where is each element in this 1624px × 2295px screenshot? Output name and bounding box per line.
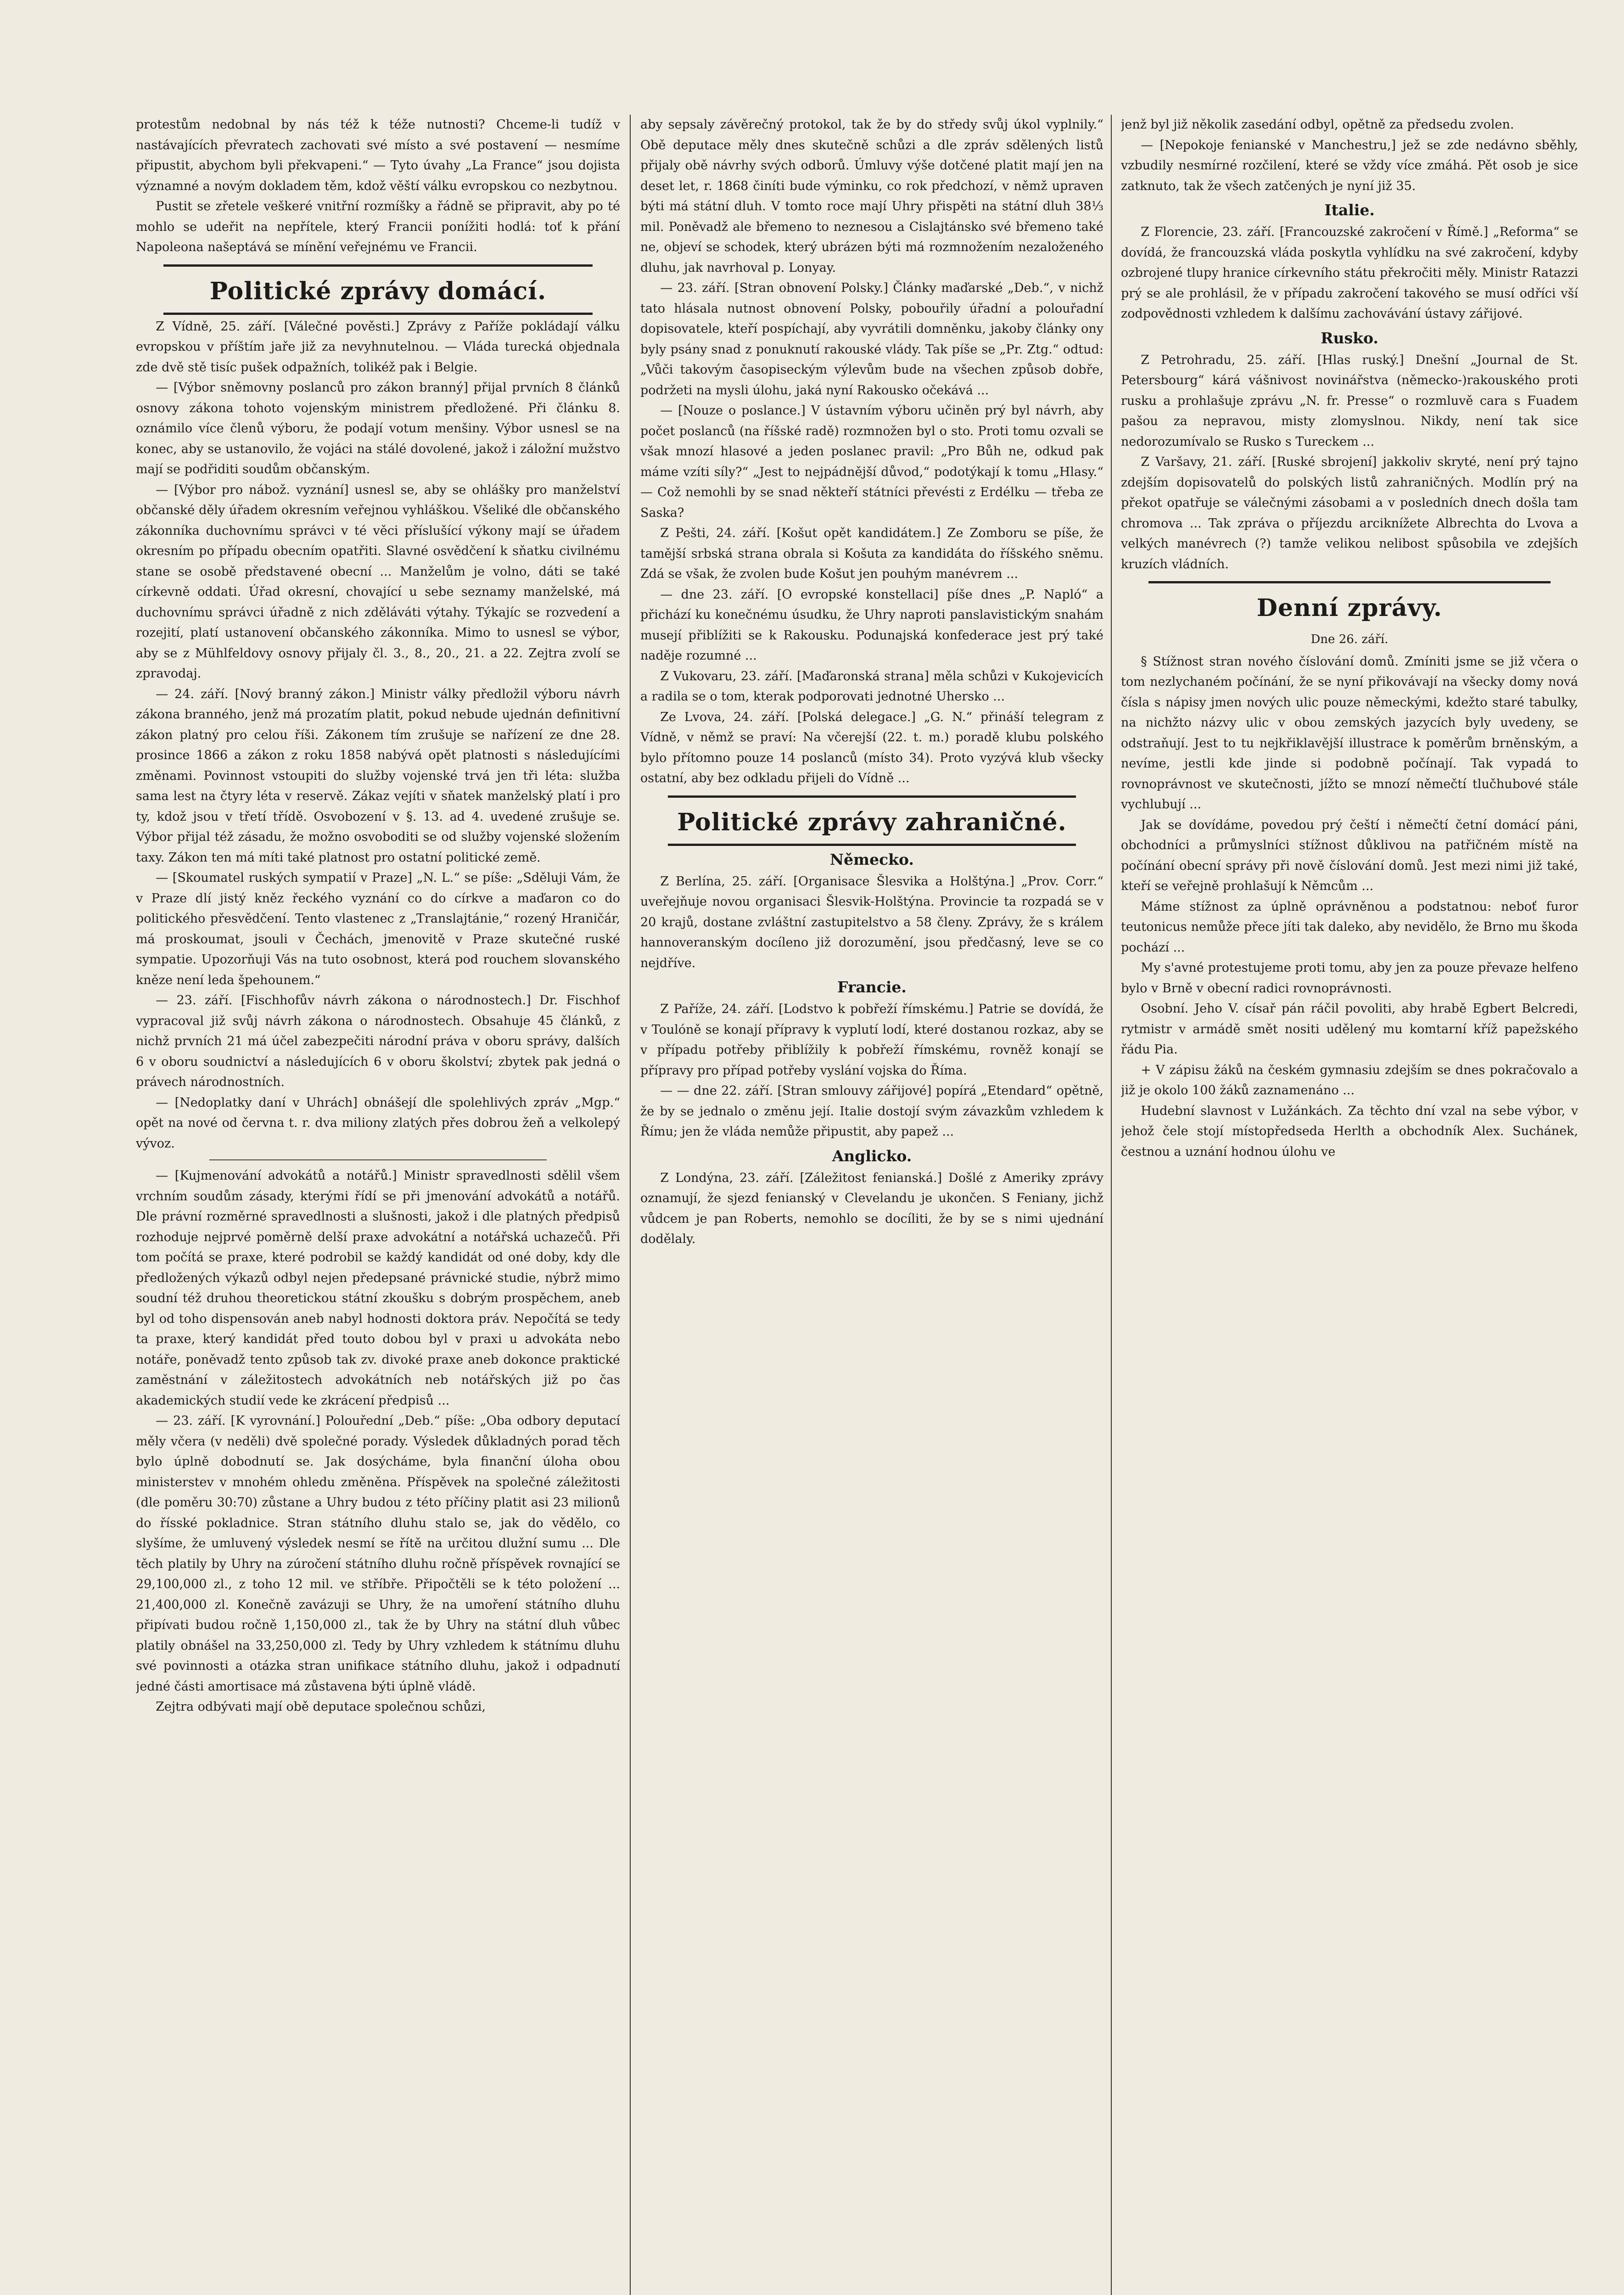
subsection-heading: Německo. [830,850,914,868]
article-text: — [Nedoplatky daní v Uhrách] obnášejí dle spolehlivých zpráv „Mgp.“ opět na nové od června t. r. dva miliony zlatých přes dobrou žeň a velkolepý vývoz. [136,1095,620,1151]
article-text: Z Varšavy, 21. září. [Ruské sbrojení] jakkoliv skryté, není prý tajno zdejším dopisovatelů do polských listů zahraničných. Modlín prý na překot opatřuje se válečnými zásobami a v posledních dnech došla tam chromova ... Tak zpráva o příjezdu arciknížete Albrechta do Lvova a velkých manévrech (?) tamže velikou nelibost spůsobila ve zdejších kruzích vládních. [1121,455,1578,571]
section-rule [668,844,1076,846]
section-rule [163,313,593,315]
article-text: — — dne 22. září. [Stran smlouvy zářijové] popírá „Etendard“ opětně, že by se jednalo o změnu její. Italie dostojí svým závazkům vzhledem k Římu; jen že vláda nemůže připustit, aby papež ... [640,1084,1103,1139]
section-rule [668,795,1076,798]
subsection-heading: Italie. [1324,201,1375,219]
article-text: Z Vukovaru, 23. září. [Maďaronská strana] měla schůzi v Kukojevicích a radila se o tom, kterak podporovati jednotné Uhersko ... [640,669,1103,704]
section-heading: Politické zprávy domácí. [209,277,547,305]
article-text: Jak se dovídáme, povedou prý čeští i němečtí četní domácí páni, obchodníci a průmyslníci stížnost důklivou na patřičném místě na počínání obecní správy při nově číslování domů. Jest mezi nimi již také, kteří se veřejně prohlašují k Němcům ... [1121,817,1578,893]
article-text: Pustit se zřetele veškeré vnitřní rozmíšky a řádně se připravit, aby po té mohlo se udeřit na nepřítele, který Francii ponížiti hodlá: toť k přání Napoleona našeptává se mínění veřejnému ve Francii. [136,199,620,254]
article-text: § Stížnost stran nového číslování domů. Zmíniti jsme se již včera o tom nezlychaném počínání, že se nyní přikovávají na všecky domy nová čísla s nápisy jmen nových ulic pouze německými, kdežto staré tabulky, na nichžto názvy ulic v obou zemských jazycích byly uvedeny, se odstraňují. Jest to tu nejkřiklavější illustrace k poměrům brněnským, a nevíme, jestli kde jinde si podobně počínají. Tak vypadá to rovnoprávnost ve skutečnosti, jížto se mnozí němečtí tlučhubové stále vychlubují ... [1121,654,1578,812]
section-heading: Denní zprávy. [1256,594,1443,622]
article-text: Z Paříže, 24. září. [Lodstvo k pobřeží římskému.] Patrie se dovídá, že v Toulóně se konají přípravy k vyplutí lodí, které dostanou rozkaz, aby se v případu potřeby přiblížily k pobřeží římskému, rovněž konají se přípravy pro případ potřeby vyslání vojska do Říma. [640,1002,1103,1078]
article-text: Máme stížnost za úplně oprávněnou a podstatnou: neboť furor teutonicus nemůže přece jíti tak daleko, aby nevidělo, že Brno mu škoda pochází ... [1121,899,1578,955]
article-text: My s'avné protestujeme proti tomu, aby jen za pouze převaze helfeno bylo v Brně v obecní radici rovnoprávnosti. [1121,961,1578,996]
article-text: — [Výbor sněmovny poslanců pro zákon branný] přijal prvních 8 článků osnovy zákona tohoto vojenským ministrem předložené. Při článku 8. oznámilo více členů výboru, že podají votum menšiny. Výbor usnesl se na konec, aby se ustanovilo, že vojáci na stálé dovolené, jakož i záložní mužstvo mají se podřiditi soudům občanským. [136,381,620,476]
article-text: aby sepsaly závěrečný protokol, tak že by do středy svůj úkol vyplnily.“ Obě deputace měly dnes skutečně schůzi a dle zpráv sdělených listů přijaly obě návrhy svých odborů. Úmluvy výše dotčené platit mají jen na deset let, r. 1868 činíti bude výminku, co rok předchozí, v němž upraven býti má státní dluh. V tomto roce mají Uhry přispěti na státní dluh 38⅓ mil. Poněvadž ale břemeno to neznesou a Cislajtánsko své břemeno také ne, objeví se schodek, který ubrázen býti má rozmnožením nezaloženého dluhu, jak navrhoval p. Lonyay. [640,118,1103,275]
subsection-heading: Rusko. [1321,329,1378,347]
column-2 [640,115,1103,2295]
article-text: — 23. září. [Stran obnovení Polsky.] Články maďarské „Deb.“, v nichž tato hlásala nutnost obnovení Polsky, pobouřily úřadní a polouřadní dopisovatele, kteří pospíchají, aby vyvrátili domněnku, jakoby články ony byly psány snad z ponuknutí rakouské vlády. Tak píše se „Pr. Ztg.“ odtud: „Vůči takovým časopiseckým výlevům bude na všechen způsob dobře, podržeti na mysli úlohu, jaká nyní Rakousko očekává ... [640,281,1103,397]
article-text: — 24. září. [Nový branný zákon.] Ministr války předložil výboru návrh zákona branného, jenž má prozatím platit, pokud nebude ujednán definitivní zákon platný pro celou říši. Zákonem tím zrušuje se nařízení ze dne 28. prosince 1866 a zákon z roku 1858 nabývá opět platnosti s následujícími změnami. Povinnost vstoupiti do služby vojenské trvá jen tři léta: služba sama lest na čtyry léta v reservě. Zákaz vejíti v sňatek manželský platí i pro ty, kdož jsou v třetí třídě. Osvobození v §. 13. ad 4. uvedené zrušuje se. Výbor přijal též zásadu, že možno osvoboditi se od služby vojenské složením taxy. Zákon ten má míti také platnost pro ostatní politické země. [136,687,620,865]
article-text: Hudební slavnost v Lužánkách. Za těchto dní vzal na sebe výbor, v jehož čele stojí místopředseda Herlth a obchodník Alex. Suchánek, čestnou a uznání hodnou úlohu ve [1121,1103,1578,1159]
column-1 [136,115,620,2295]
article-text: Z Berlína, 25. září. [Organisace Šlesvika a Holštýna.] „Prov. Corr.“ uveřejňuje novou organisaci Šlesvik-Holštýna. Provincie ta rozpadá se v 20 krajů, dostane zvláštní zastupitelstvo a 58 členy. Zprávy, že s králem hannoveranským docíleno již dorozumění, jsou předčasný, leve se co nejdříve. [640,874,1103,970]
article-text: Zejtra odbývati mají obě deputace společnou schůzi, [156,1700,486,1714]
column-rule [630,115,631,2295]
article-text: Ze Lvova, 24. září. [Polská delegace.] „G. N.“ přináší telegram z Vídně, v němž se praví: Na včerejší (22. t. m.) poradě klubu polského bylo přítomno pouze 14 poslanců (místo 34). Proto vyzývá klub všecky ostatní, aby bez odkladu přijeli do Vídně ... [640,710,1103,785]
article-text: protestům nedobnal by nás též k téže nutnosti? Chceme-li tudíž v nastávajících převratech zachovati své místo a své postavení — nesmíme připustit, abychom byli překvapeni.“ — Tyto úvahy „La France“ jsou dojista významné a novým dokladem těm, kdož věští válku evropskou co nezbytnou. [136,118,620,193]
divider [209,1159,547,1160]
article-text: — dne 23. září. [O evropské konstellaci] píše dnes „P. Napló“ a přichází ku konečnému úsudku, že Uhry naproti panslavistickým snahám musejí přiblížiti se k Rakousku. Podunajská konfederace jest prý také naděje rozumné ... [640,587,1103,663]
article-text: — [Kujmenování advokátů a notářů.] Ministr spravedlnosti sdělil všem vrchním soudům zásady, kterými řídí se při jmenování advokátů a notářů. Dle právní rozměrné spravedlnosti a slušnosti, jakož i dle platných předpisů rozhoduje nejprvé poměrně delší praxe advokátní a notářská uchazečů. Při tom počítá se praxe, které podrobil se každý kandidát od oné doby, kdy dle předložených výkazů odbyl nejen předepsané právnické studie, nýbrž mimo soudní též druhou theoretickou státní zkoušku s dobrým prospěchem, aneb byl od toho dispensován aneb nabyl hodnosti doktora práv. Nepočítá se tedy ta praxe, který kandidát před touto dobou byl v praxi u advokáta nebo notáře, poněvadž tento způsob tak zv. divoké praxe aneb dokonce praktické zaměstnání v záležitostech advokátních neb notářských již po čas akademických studií vede ke zkrácení předpisů ... [136,1169,620,1408]
article-text: + V zápisu žáků na českém gymnasiu zdejším se dnes pokračovalo a již je okolo 100 žáků zaznamenáno ... [1121,1063,1578,1097]
article-text: Z Vídně, 25. září. [Válečné pověsti.] Zprávy z Paříže pokládají válku evropskou v příštím jaře již za nevyhnutelnou. — Vláda turecká objednala zde dvě stě tisíc pušek odpažních, tolikéž pak i Belgie. [136,319,620,375]
article-text: — [Výbor pro nábož. vyznání] usnesl se, aby se ohlášky pro manželství občanské děly úřadem okresním veřejnou vyhláškou. Všeliké dle občanského zákonníka duchovnímu správci v té věci příslušící výkony mají se úřadem okresním po případu obecním opatřiti. Slavné osvědčení k sňatku civilnému stane se osobě představené obecní ... Manželům je volno, dáti se také církevně oddati. Úřad okresní, chovající u sebe seznamy manželské, má duchovnímu správci úřadně z nich zděláváti výtahy. Týkajíc se rozvedení a rozejití, platí ustanovení občanského zákonníka. Mimo to usnesl se výbor, aby se z Mühlfeldovy osnovy přijaly čl. 3., 8., 20., 21. a 22. Zejtra zvolí se zpravodaj. [136,482,620,681]
section-heading: Politické zprávy zahraničné. [677,808,1067,836]
article-text: — [Nouze o poslance.] V ústavním výboru učiněn prý byl návrh, aby počet poslanců (na říšské radě) rozmnožen byl o sto. Proti tomu ozvali se však mnozí hlasové a jeden poslanec pravil: „Pro Bůh ne, odkud pak máme vzíti síly?“ „Jest to nejpádnější důvod,“ podotýkají k tomu „Hlasy.“ — Což nemohli by se snad někteří státníci převésti z Erdélku — třeba ze Saska? [640,403,1103,520]
article-text: Z Petrohradu, 25. září. [Hlas ruský.] Dnešní „Journal de St. Petersbourg“ kárá vášnivost novinářstva (německo-)rakouského proti rusku a prohlašuje zprávu „N. fr. Presse“ o rozmluvě cara s Fuadem pašou za nepravou, misty zlomyslnou. Nikdy, není tak sice nedorozumívalo se Rusko s Tureckem ... [1121,353,1578,449]
article-text: — 23. září. [K vyrovnání.] Polouřední „Deb.“ píše: „Oba odbory deputací měly včera (v neděli) dvě společné porady. Výsledek důkladných porad těch bylo úplně dobodnutí se. Jak dosýcháme, byla finanční úloha obou ministerstev v mnohém ohledu změněna. Příspěvek na společné záležitosti (dle poměru 30:70) zůstane a Uhry budou z této příčiny platit asi 23 milionů do řísské pokladnice. Stran státního dluhu stalo se, jak do vědělo, co slyšíme, že umluvený výsledek nesmí se řítě na určitou dlužní sumu ... Dle těch platily by Uhry na zúročení státního dluhu ročně příspěvek rovnající se 29,100,000 zl., z toho 12 mil. ve stříbře. Připočtěli se k této položení ... 21,400,000 zl. Konečně zavázuji se Uhry, že na umoření státního dluhu připívati budou ročně 1,150,000 zl., tak že by Uhry na státní dluh vůbec platily obnášel na 33,250,000 zl. Tedy by Uhry vzhledem k státnímu dluhu své povinnosti a otázka stran unifikace státního dluhu, jakož i odpadnutí jedné části amortisace má zůstavena býti úplně vládě. [136,1414,620,1694]
article-text: — 23. září. [Fischhofův návrh zákona o národnostech.] Dr. Fischhof vypracoval již svůj návrh zákona o národnostech. Obsahuje 45 článků, z nichž prvních 21 má účel zabezpečiti národní práva v oboru správy, dalších 6 v oboru soudnictví a následujících 6 v oboru školství; zbytek pak jedná o právech národnostních. [136,993,620,1089]
section-rule [163,264,593,267]
article-text: Z Londýna, 23. září. [Záležitost fenianská.] Došlé z Ameriky zprávy oznamují, že sjezd fenianský v Clevelandu je ukončen. S Feniany, jichž vůdcem je pan Roberts, nemohlo se docíliti, že by se s nimi ujednání dodělaly. [640,1170,1103,1246]
column-rule [1111,115,1112,2295]
article-text: Z Pešti, 24. září. [Košut opět kandidátem.] Ze Zomboru se píše, že tamější srbská strana obrala si Košuta za kandidáta do říšského sněmu. Zdá se však, že zvolen bude Košut jen pouhým manévrem ... [640,526,1103,581]
article-text: — [Nepokoje fenianské v Manchestru,] jež se zde nedávno sběhly, vzbudily nesmírné rozčilení, které se vždy více zmáhá. Pět osob je sice zatknuto, tak že všech zatčených je nyní již 35. [1121,138,1578,193]
article-text: Osobní. Jeho V. císař pán ráčil povoliti, aby hrabě Egbert Belcredi, rytmistr v armádě smět nositi udělený mu komtarní kříž papežského řádu Pia. [1121,1002,1578,1057]
article-text: — [Skoumatel ruských sympatií v Praze] „N. L.“ se píše: „Sděluji Vám, že v Praze dlí jistý kněz řeckého vyznání co do církve a maďaron co do politického přesvědčení. Tento vlastenec z „Translajtánie,“ rozený Hraničár, má proskoumat, jsouli v Čechách, jmenovitě v Praze skutečné ruské sympatie. Upozorňuji Vás na tuto osobnost, která pod rouchem slovanského kněze není leda špehounem.“ [136,871,620,987]
column-3 [1121,115,1578,2295]
section-rule [1148,581,1551,583]
subsection-heading: Anglicko. [832,1147,912,1165]
issue-date: Dne 26. září. [1310,633,1389,646]
article-text: jenž byl již několik zasedání odbyl, opětně za předsedu zvolen. [1121,118,1514,132]
article-text: Z Florencie, 23. září. [Francouzské zakročení v Římě.] „Reforma“ se dovídá, že francouzská vláda poskytla vyhlídku na své zakročení, kdyby ozbrojené tlupy hranice církevního státu překročiti měly. Ministr Ratazzi prý se ale prohlásil, že v případu zakročení takového se musí odříci vší zodpovědnosti vzhledem k dalšímu zachovávání ústavy zářijové. [1121,225,1578,321]
subsection-heading: Francie. [837,978,907,996]
